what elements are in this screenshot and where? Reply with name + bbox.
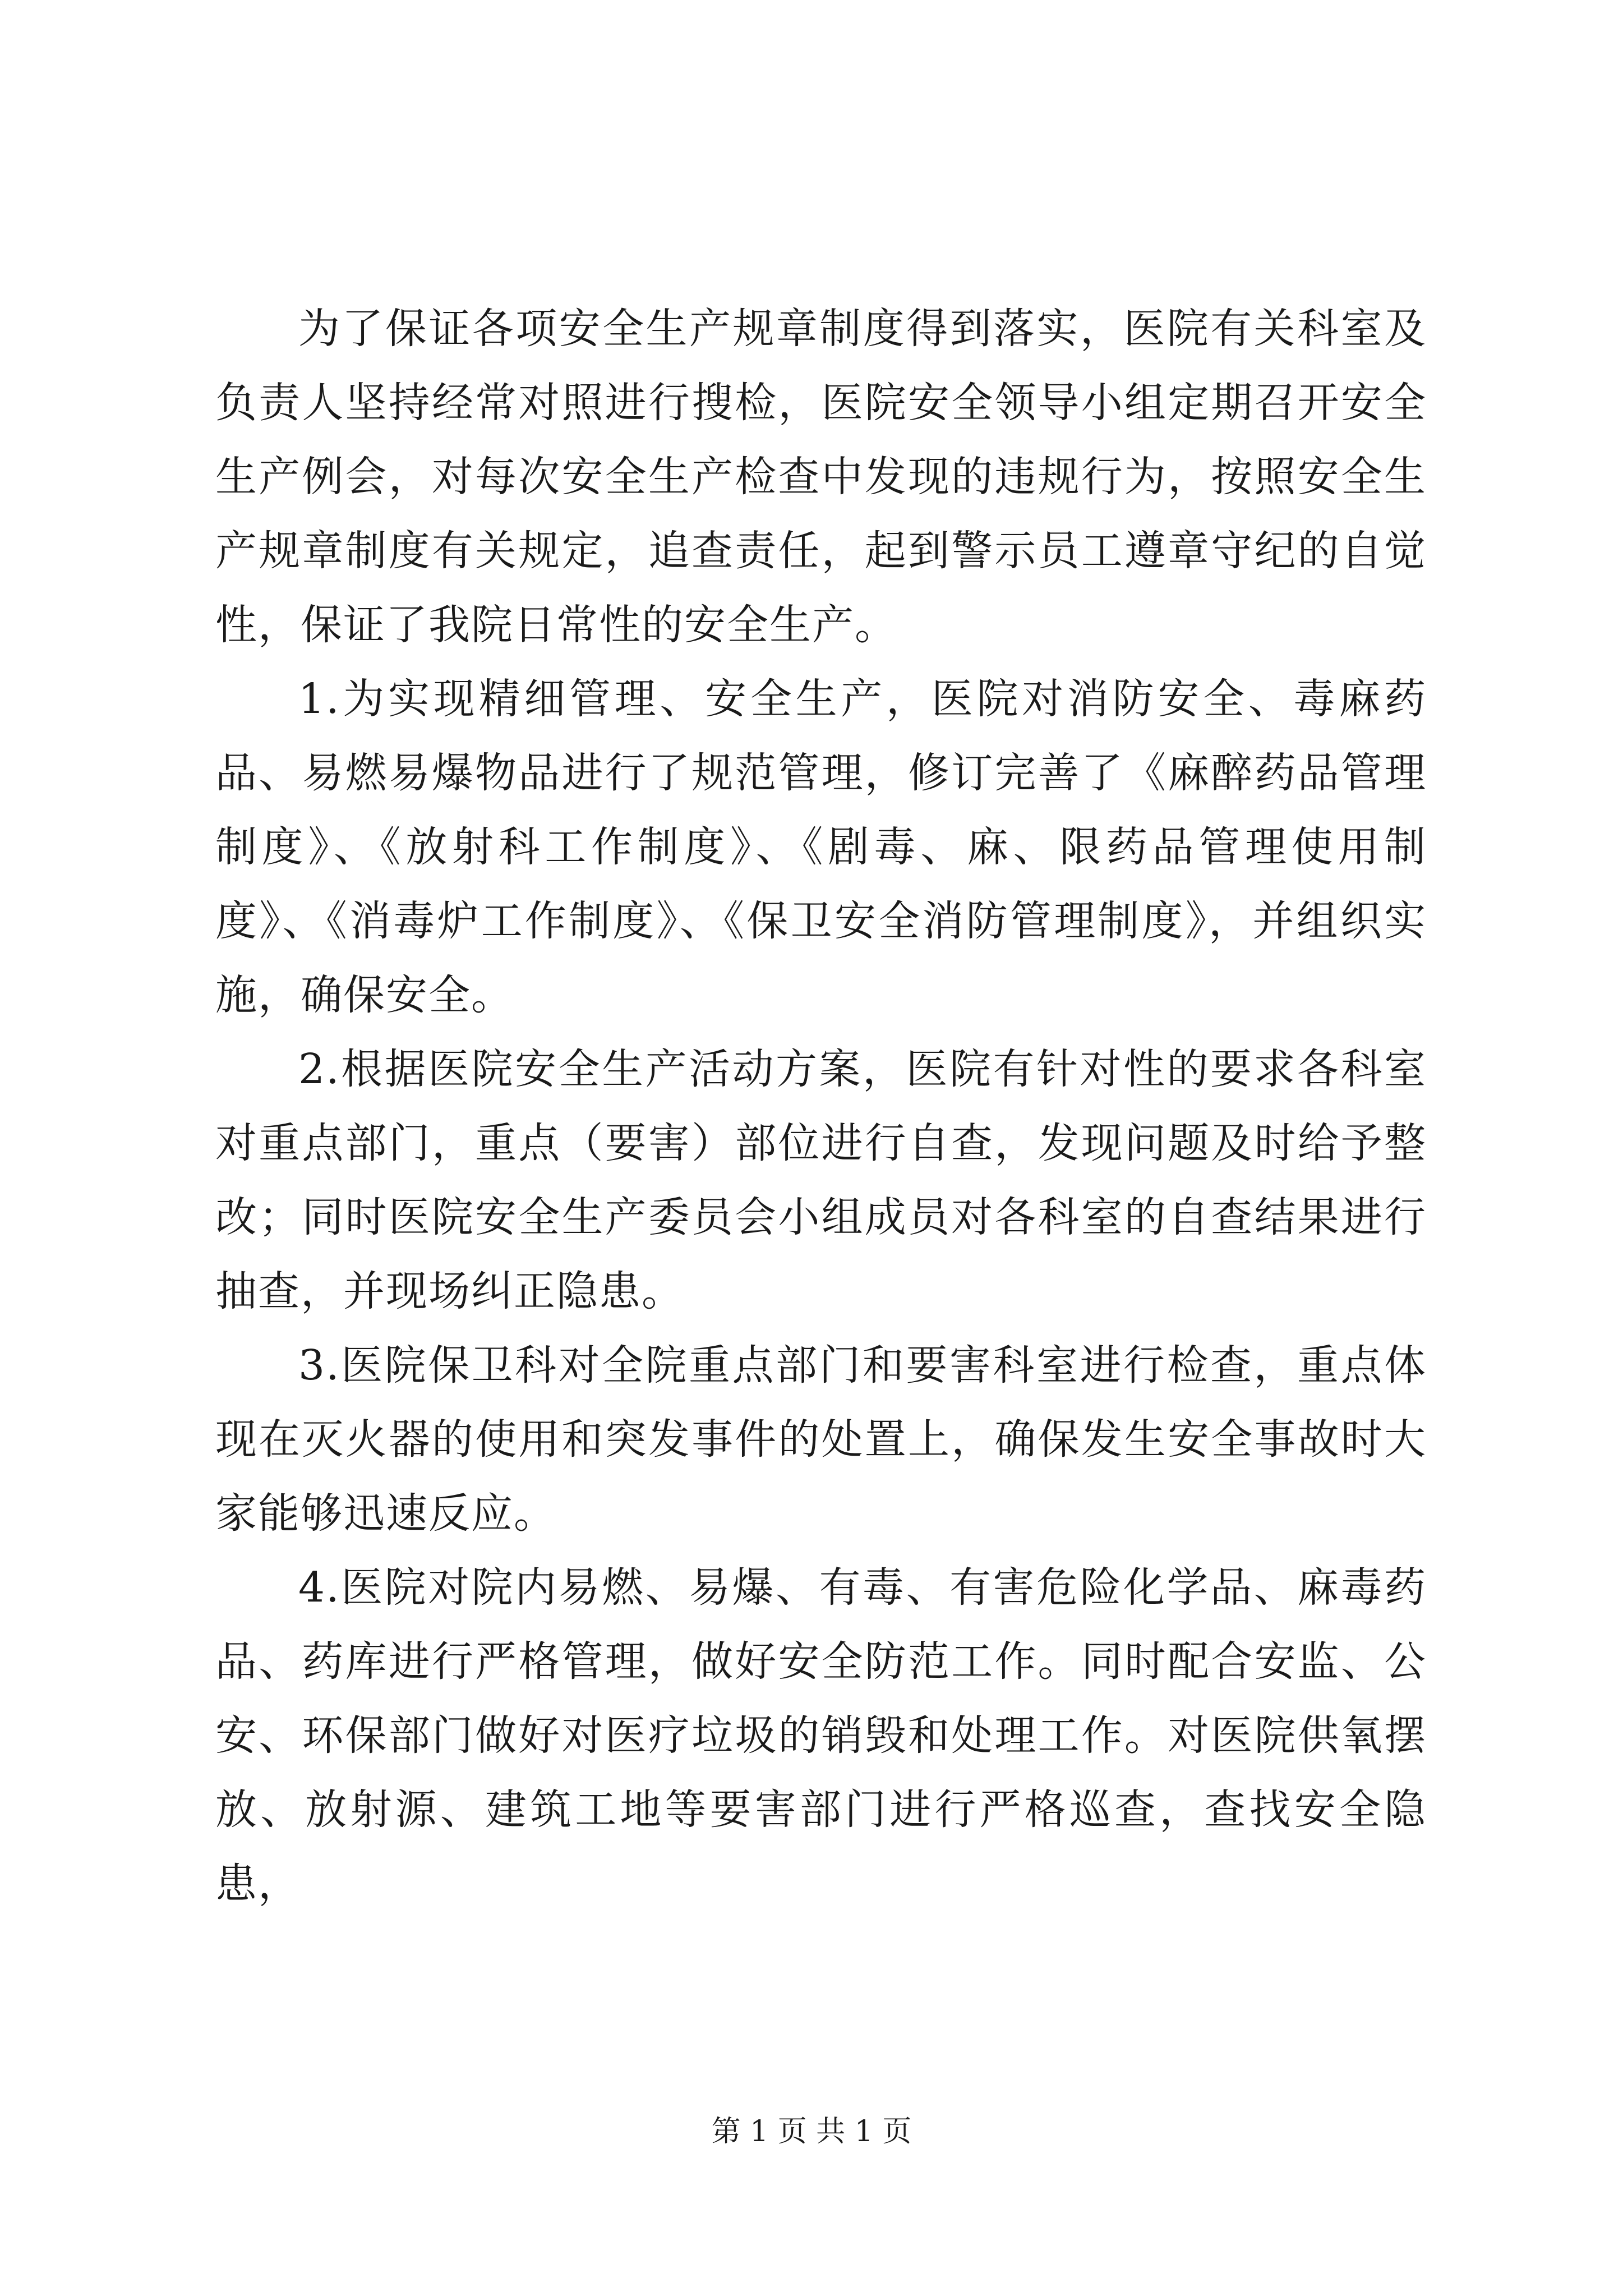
paragraph-item-3: 3.医院保卫科对全院重点部门和要害科室进行检查，重点体现在灭火器的使用和突发事件的处置上，确保发生安全事故时大家能够迅速反应。 bbox=[215, 1341, 1427, 1538]
paragraph-intro: 为了保证各项安全生产规章制度得到落实，医院有关科室及负责人坚持经常对照进行搜检，医院安全领导小组定期召开安全生产例会，对每次安全生产检查中发现的违规行为，按照安全生产规章制度有关规定，追查责任，起到警示员工遵章守纪的自觉性，保证了我院日常性的安全生产。 bbox=[215, 305, 1427, 649]
document-body bbox=[215, 292, 1427, 1921]
paragraph-item-1: 1.为实现精细管理、安全生产，医院对消防安全、毒麻药品、易燃易爆物品进行了规范管理，修订完善了《麻醉药品管理制度》、《放射科工作制度》、《剧毒、麻、限药品管理使用制度》、《消毒炉工作制度》、《保卫安全消防管理制度》，并组织实施，确保安全。 bbox=[215, 675, 1427, 1019]
paragraph-item-2: 2.根据医院安全生产活动方案，医院有针对性的要求各科室对重点部门，重点（要害）部位进行自查，发现问题及时给予整改；同时医院安全生产委员会小组成员对各科室的自查结果进行抽查，并现场纠正隐患。 bbox=[215, 1045, 1427, 1315]
paragraph-item-4: 4.医院对院内易燃、易爆、有毒、有害危险化学品、麻毒药品、药库进行严格管理，做好安全防范工作。同时配合安监、公安、环保部门做好对医疗垃圾的销毁和处理工作。对医院供氧摆放、放射源、建筑工地等要害部门进行严格巡查，查找安全隐患， bbox=[215, 1563, 1427, 1908]
page-footer: 第 1 页 共 1 页 bbox=[711, 2115, 912, 2148]
